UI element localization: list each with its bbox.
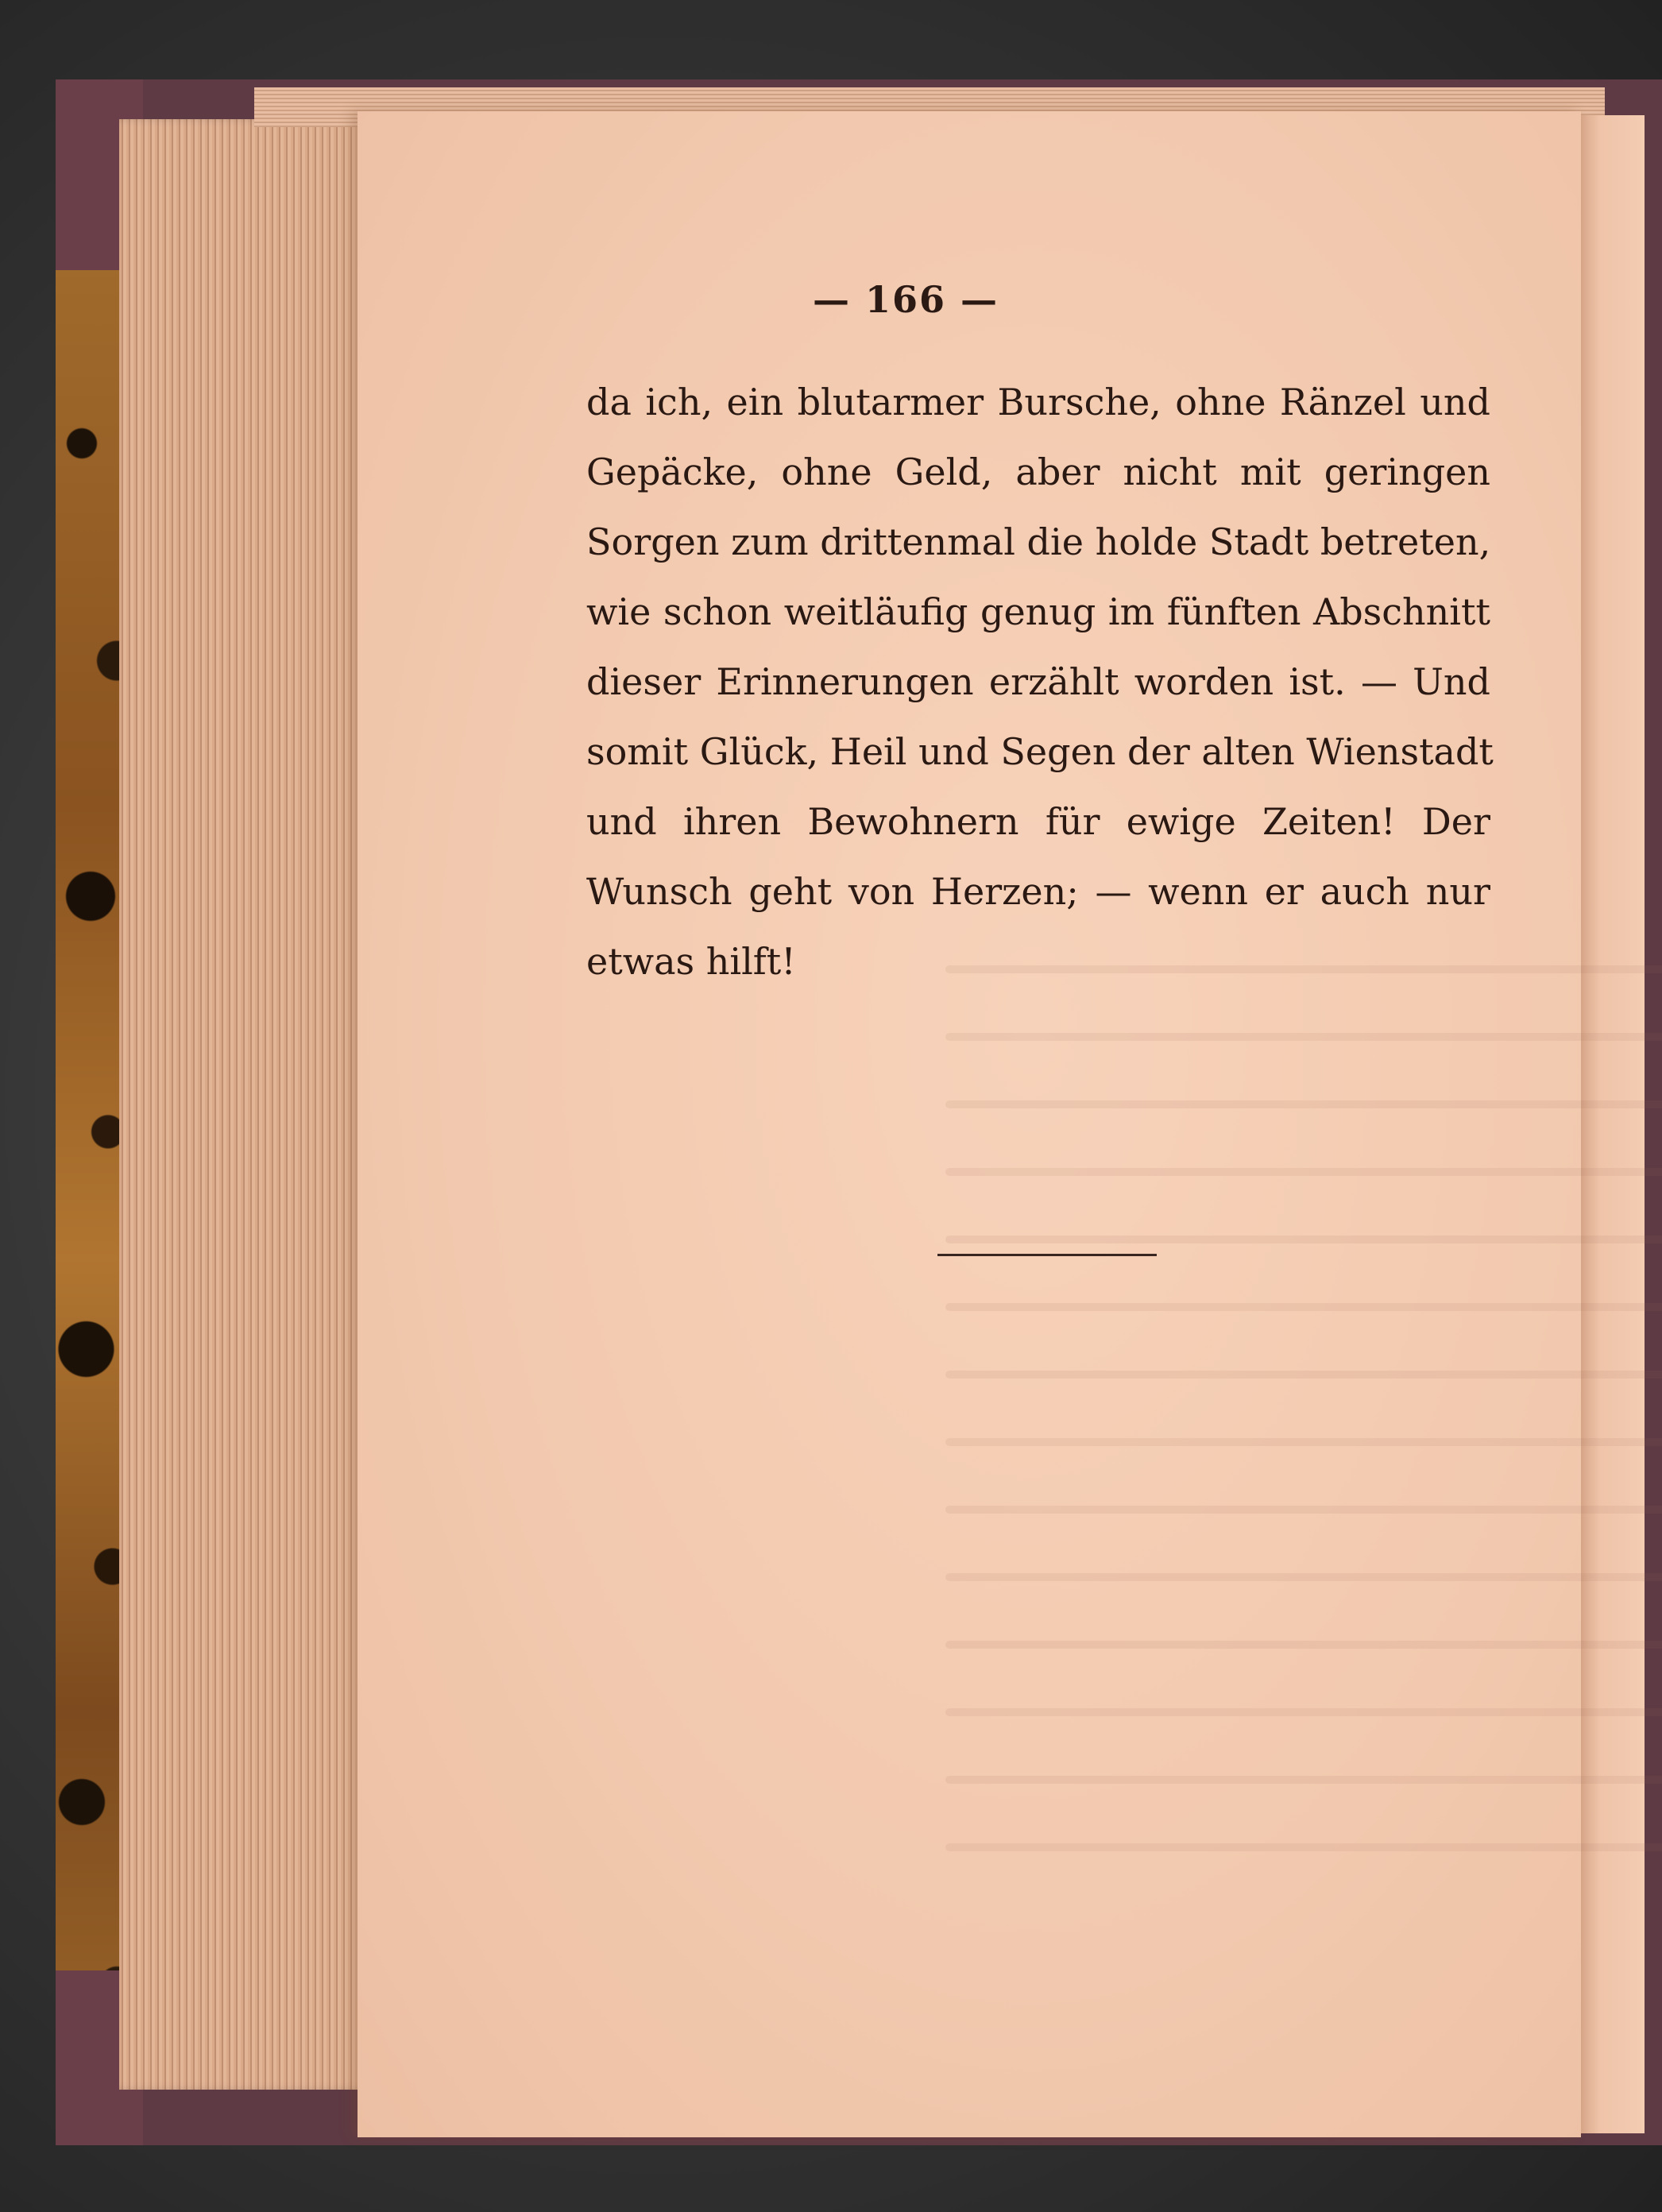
bleed-through-line bbox=[945, 1641, 1662, 1649]
bleed-through-line bbox=[945, 1506, 1662, 1514]
text-line: wie schon weitläufig genug im fünften Abschnitt bbox=[586, 590, 1490, 633]
end-rule bbox=[937, 1254, 1157, 1256]
bleed-through-line bbox=[945, 1708, 1662, 1716]
page-block-edges bbox=[119, 119, 389, 2090]
text-line: und ihren Bewohnern für ewige Zeiten! Der bbox=[586, 800, 1490, 843]
bleed-through-line bbox=[945, 1100, 1662, 1108]
bleed-through-line bbox=[945, 1168, 1662, 1176]
text-line: Wunsch geht von Herzen; — wenn er auch nur bbox=[586, 870, 1490, 913]
bleed-through-line bbox=[945, 1573, 1662, 1581]
bleed-through-line bbox=[945, 1438, 1662, 1446]
text-line: Sorgen zum drittenmal die holde Stadt betreten, bbox=[586, 520, 1491, 563]
text-line: etwas hilft! bbox=[586, 940, 796, 983]
bleed-through-line bbox=[945, 1303, 1662, 1311]
text-line: Gepäcke, ohne Geld, aber nicht mit geringen bbox=[586, 451, 1490, 493]
bleed-through-line bbox=[945, 1033, 1662, 1041]
bleed-through-line bbox=[945, 1776, 1662, 1784]
bleed-through-line bbox=[945, 1236, 1662, 1243]
page-number: — 166 — bbox=[812, 278, 999, 321]
body-text bbox=[586, 367, 1494, 996]
text-line: da ich, ein blutarmer Bursche, ohne Ränzel und bbox=[586, 381, 1490, 423]
text-line: dieser Erinnerungen erzählt worden ist. — Und bbox=[586, 660, 1490, 703]
bleed-through-line bbox=[945, 1371, 1662, 1379]
bleed-through-line bbox=[945, 1843, 1662, 1851]
text-line: somit Glück, Heil und Segen der alten Wienstadt bbox=[586, 730, 1494, 773]
facing-page-edge bbox=[1581, 115, 1645, 2133]
